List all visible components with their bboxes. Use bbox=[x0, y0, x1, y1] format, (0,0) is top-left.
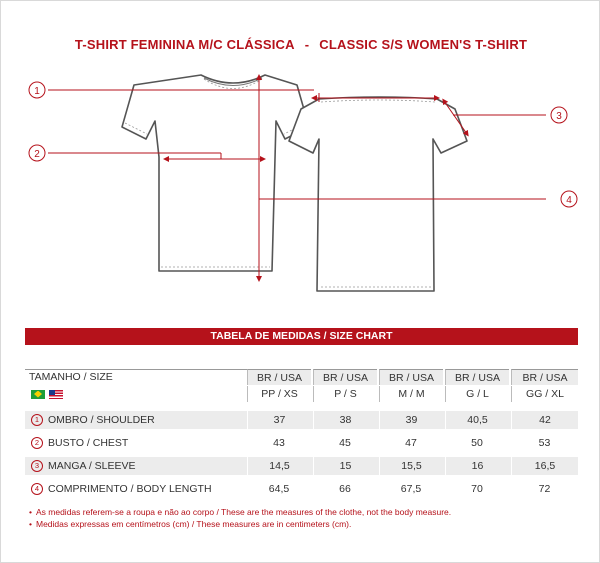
measure-value: 39 bbox=[379, 411, 443, 429]
tshirt-diagram bbox=[1, 1, 600, 301]
usa-flag-icon bbox=[49, 390, 63, 399]
measure-value: 43 bbox=[273, 437, 285, 449]
size-label: TAMANHO / SIZE bbox=[29, 371, 113, 383]
measure-name: OMBRO / SHOULDER bbox=[48, 414, 155, 426]
callout-1 bbox=[29, 82, 45, 98]
country-flags bbox=[25, 386, 67, 402]
callout-4 bbox=[561, 191, 577, 207]
size-code: P / S bbox=[313, 386, 377, 402]
measure-value: 37 bbox=[247, 411, 311, 429]
size-code: G / L bbox=[445, 386, 509, 402]
row-label bbox=[25, 457, 136, 475]
measure-value: 15,5 bbox=[379, 457, 443, 475]
table-row bbox=[25, 480, 578, 498]
callout-number: 2 bbox=[31, 437, 43, 449]
callout-number: 4 bbox=[31, 483, 43, 495]
table-row bbox=[25, 434, 578, 452]
size-code: GG / XL bbox=[511, 386, 578, 402]
measure-value: 15 bbox=[313, 457, 377, 475]
measure-value: 45 bbox=[339, 437, 351, 449]
back-shirt-drawing bbox=[289, 97, 467, 291]
measure-value: 53 bbox=[538, 437, 551, 449]
region-header: BR / USA bbox=[445, 369, 509, 385]
measure-value: 67,5 bbox=[400, 483, 422, 495]
callout-number: 3 bbox=[31, 460, 43, 472]
measure-value: 50 bbox=[471, 437, 483, 449]
callout-2 bbox=[29, 145, 45, 161]
callout-number: 1 bbox=[31, 414, 43, 426]
measure-value: 64,5 bbox=[268, 483, 290, 495]
title-separator: - bbox=[304, 37, 310, 52]
size-code: PP / XS bbox=[247, 386, 311, 402]
size-chart-banner: TABELA DE MEDIDAS / SIZE CHART bbox=[25, 328, 578, 345]
region-header: BR / USA bbox=[511, 369, 578, 385]
row-label bbox=[25, 434, 128, 452]
measure-name: MANGA / SLEEVE bbox=[48, 460, 136, 472]
measure-value: 14,5 bbox=[247, 457, 311, 475]
region-header: BR / USA bbox=[313, 369, 377, 385]
svg-text:2: 2 bbox=[34, 149, 40, 160]
footnote-text: As medidas referem-se a roupa e não ao corpo / These are the measures of the clothe, not the body measure. bbox=[35, 507, 452, 517]
region-header: BR / USA bbox=[247, 369, 311, 385]
table-row bbox=[25, 457, 578, 475]
title-portuguese: T-SHIRT FEMININA M/C CLÁSSICA bbox=[74, 37, 295, 52]
measure-value: 40,5 bbox=[445, 411, 509, 429]
region-header: BR / USA bbox=[379, 369, 443, 385]
footnote: • Medidas expressas em centímetros (cm) / These measures are in centimeters (cm). bbox=[29, 519, 352, 529]
svg-text:3: 3 bbox=[556, 111, 562, 122]
measure-name: COMPRIMENTO / BODY LENGTH bbox=[48, 483, 212, 495]
measure-value: 66 bbox=[339, 483, 351, 495]
measure-name: BUSTO / CHEST bbox=[48, 437, 129, 449]
measure-value: 70 bbox=[471, 483, 483, 495]
row-label bbox=[25, 411, 155, 429]
measure-value: 72 bbox=[538, 483, 551, 495]
footnote-text: Medidas expressas em centímetros (cm) / These measures are in centimeters (cm). bbox=[35, 519, 352, 529]
footnote: • As medidas referem-se a roupa e não ao corpo / These are the measures of the clothe, not the body measure. bbox=[29, 507, 452, 517]
front-shirt-drawing bbox=[122, 75, 309, 271]
row-label bbox=[25, 480, 212, 498]
title-english: CLASSIC S/S WOMEN'S T-SHIRT bbox=[319, 37, 528, 52]
size-code: M / M bbox=[379, 386, 443, 402]
svg-text:1: 1 bbox=[34, 86, 40, 97]
measure-value: 16 bbox=[445, 457, 509, 475]
measure-value: 42 bbox=[511, 411, 578, 429]
measure-value: 47 bbox=[405, 437, 417, 449]
brazil-flag-icon bbox=[31, 390, 45, 399]
size-codes-row bbox=[25, 386, 578, 402]
callout-3 bbox=[551, 107, 567, 123]
measure-value: 16,5 bbox=[511, 457, 578, 475]
svg-text:4: 4 bbox=[566, 195, 572, 206]
table-row bbox=[25, 411, 578, 429]
size-header-row bbox=[25, 369, 578, 385]
measure-value: 38 bbox=[313, 411, 377, 429]
